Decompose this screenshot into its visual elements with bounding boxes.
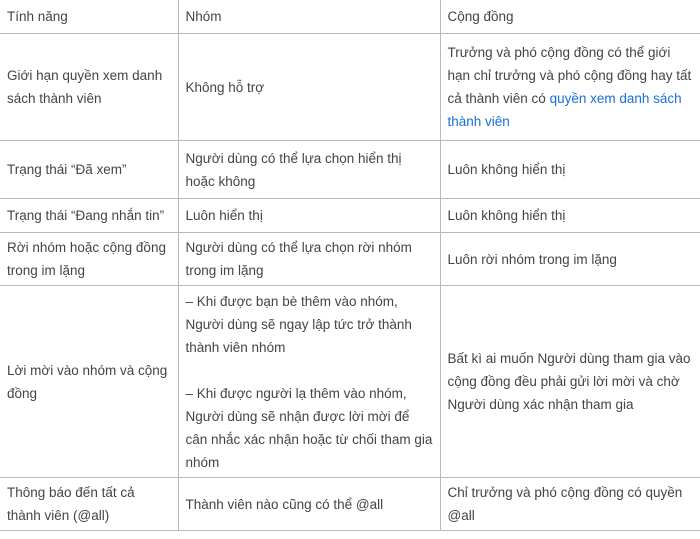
group-cell: Luôn hiển thị [178, 199, 440, 233]
group-cell: Người dùng có thể lựa chọn hiển thị hoặc không [178, 141, 440, 199]
feature-cell: Trạng thái “Đã xem” [0, 141, 178, 199]
group-cell: Thành viên nào cũng có thể @all [178, 478, 440, 531]
community-cell: Bất kì ai muốn Người dùng tham gia vào cộng đồng đều phải gửi lời mời và chờ Người dùng xác nhận tham gia [440, 286, 700, 478]
feature-cell: Rời nhóm hoặc cộng đồng trong im lặng [0, 233, 178, 286]
feature-cell: Lời mời vào nhóm và cộng đồng [0, 286, 178, 478]
table-row [0, 199, 700, 233]
community-cell: Chỉ trưởng và phó cộng đồng có quyền @all [440, 478, 700, 531]
community-text: Trưởng và phó cộng đồng có thể giới hạn chỉ trưởng và phó cộng đồng hay tất cả thành viên có [447, 45, 692, 106]
group-paragraph-friend: – Khi được bạn bè thêm vào nhóm, Người dùng sẽ ngay lập tức trở thành thành viên nhóm [185, 293, 412, 355]
community-cell: Luôn không hiển thị [440, 141, 700, 199]
table-row [0, 141, 700, 199]
group-cell [178, 286, 440, 478]
feature-cell: Giới hạn quyền xem danh sách thành viên [0, 34, 178, 141]
header-community: Cộng đồng [440, 0, 700, 34]
community-cell: Luôn không hiển thị [440, 199, 700, 233]
table-header-row [0, 0, 700, 34]
feature-cell: Trạng thái “Đang nhắn tin” [0, 199, 178, 233]
community-cell [440, 34, 700, 141]
community-cell: Luôn rời nhóm trong im lặng [440, 233, 700, 286]
table-row [0, 286, 700, 478]
table-row [0, 233, 700, 286]
group-paragraph-stranger: – Khi được người lạ thêm vào nhóm, Người dùng sẽ nhận được lời mời để cân nhắc xác nhận hoặc từ chối tham gia nhóm [185, 385, 433, 470]
header-group: Nhóm [178, 0, 440, 34]
table-row [0, 34, 700, 141]
group-cell: Người dùng có thể lựa chọn rời nhóm trong im lặng [178, 233, 440, 286]
group-cell: Không hỗ trợ [178, 34, 440, 141]
member-list-permission-link[interactable]: quyền xem danh sách thành viên [447, 91, 682, 129]
header-feature: Tính năng [0, 0, 178, 34]
feature-cell: Thông báo đến tất cả thành viên (@all) [0, 478, 178, 531]
table-row [0, 478, 700, 531]
